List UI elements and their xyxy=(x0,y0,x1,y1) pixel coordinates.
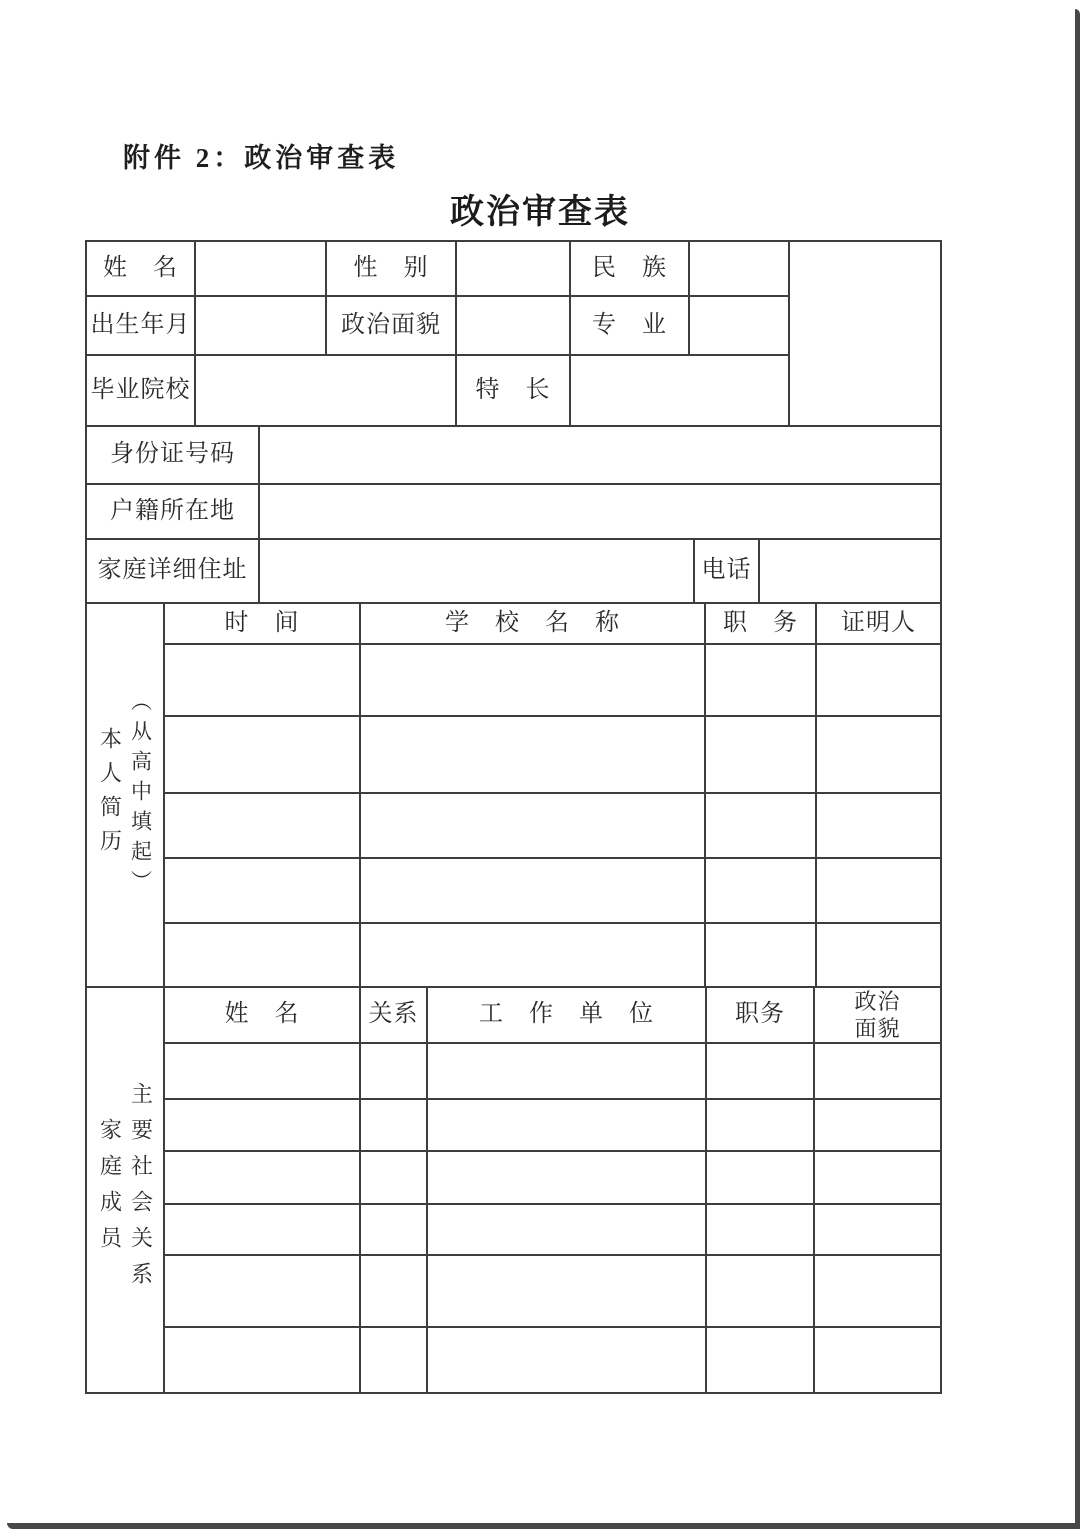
id-number-label-cell: 身份证号码 xyxy=(86,426,259,484)
family-row2-work-unit-cell xyxy=(427,1099,706,1151)
phone-label-cell: 电话 xyxy=(694,539,759,603)
scan-edge-right xyxy=(1075,9,1080,1525)
family-row2-name-cell xyxy=(164,1099,360,1151)
family-row2-political-cell xyxy=(814,1099,941,1151)
resume-row1-reference-cell xyxy=(816,644,941,716)
resume-row2-position-cell xyxy=(705,716,816,793)
family-row2-position-cell xyxy=(706,1099,814,1151)
resume-col-school: 学 校 名 称 xyxy=(360,603,705,644)
family-row1-relation-cell xyxy=(360,1043,427,1099)
family-row6-name-cell xyxy=(164,1327,360,1393)
family-row4-relation-cell xyxy=(360,1204,427,1255)
resume-row3-time-cell xyxy=(164,793,360,858)
resume-row3-reference-cell xyxy=(816,793,941,858)
political-status-label-cell: 政治面貌 xyxy=(326,296,456,355)
graduate-school-value-cell xyxy=(195,355,456,426)
resume-col-reference: 证明人 xyxy=(816,603,941,644)
resume-row2-school-cell xyxy=(360,716,705,793)
family-row6-political-cell xyxy=(814,1327,941,1393)
resume-row2-time-cell xyxy=(164,716,360,793)
family-col-relation: 关系 xyxy=(360,987,427,1043)
gender-value-cell xyxy=(456,241,570,296)
resume-row1-school-cell xyxy=(360,644,705,716)
scan-edge-bottom xyxy=(7,1523,1080,1529)
family-side-label-left: 家庭成员 xyxy=(97,1118,123,1262)
family-row2-relation-cell xyxy=(360,1099,427,1151)
home-address-value-cell xyxy=(259,539,694,603)
ethnicity-value-cell xyxy=(689,241,789,296)
family-side-label-cell xyxy=(86,987,164,1393)
family-row1-name-cell xyxy=(164,1043,360,1099)
family-row3-position-cell xyxy=(706,1151,814,1204)
basic-info-table xyxy=(85,240,942,427)
family-row1-position-cell xyxy=(706,1043,814,1099)
family-col-work-unit: 工 作 单 位 xyxy=(427,987,706,1043)
resume-row1-time-cell xyxy=(164,644,360,716)
resume-side-label: 本人简历 xyxy=(97,727,123,863)
family-row4-name-cell xyxy=(164,1204,360,1255)
resume-row5-time-cell xyxy=(164,923,360,987)
resume-row1-position-cell xyxy=(705,644,816,716)
home-address-label-cell: 家庭详细住址 xyxy=(86,539,259,603)
birth-date-label-cell: 出生年月 xyxy=(86,296,195,355)
resume-row3-school-cell xyxy=(360,793,705,858)
resume-row4-time-cell xyxy=(164,858,360,923)
family-row4-work-unit-cell xyxy=(427,1204,706,1255)
resume-row5-school-cell xyxy=(360,923,705,987)
family-row5-relation-cell xyxy=(360,1255,427,1327)
family-row3-name-cell xyxy=(164,1151,360,1204)
photo-area-cell xyxy=(789,241,941,426)
family-row3-political-cell xyxy=(814,1151,941,1204)
resume-row5-reference-cell xyxy=(816,923,941,987)
family-row5-work-unit-cell xyxy=(427,1255,706,1327)
resume-col-position: 职 务 xyxy=(705,603,816,644)
ethnicity-label-cell: 民 族 xyxy=(570,241,689,296)
family-col-political-status: 政治 面貌 xyxy=(814,987,941,1043)
family-row5-name-cell xyxy=(164,1255,360,1327)
resume-row2-reference-cell xyxy=(816,716,941,793)
family-row6-position-cell xyxy=(706,1327,814,1393)
resume-side-note: （从高中填起） xyxy=(128,690,153,900)
family-row6-relation-cell xyxy=(360,1327,427,1393)
family-row4-position-cell xyxy=(706,1204,814,1255)
family-row1-work-unit-cell xyxy=(427,1043,706,1099)
id-number-value-cell xyxy=(259,426,941,484)
family-row5-political-cell xyxy=(814,1255,941,1327)
family-row1-political-cell xyxy=(814,1043,941,1099)
resume-side-label-cell xyxy=(86,603,164,987)
specialty-label-cell: 特 长 xyxy=(456,355,570,426)
political-status-value-cell xyxy=(456,296,570,355)
resume-row4-position-cell xyxy=(705,858,816,923)
id-address-table xyxy=(85,425,942,604)
name-label-cell: 姓 名 xyxy=(86,241,195,296)
resume-col-time: 时 间 xyxy=(164,603,360,644)
political-review-form-table xyxy=(85,240,940,1394)
family-col-position: 职务 xyxy=(706,987,814,1043)
gender-label-cell: 性 别 xyxy=(326,241,456,296)
resume-row4-school-cell xyxy=(360,858,705,923)
family-row5-position-cell xyxy=(706,1255,814,1327)
graduate-school-label-cell: 毕业院校 xyxy=(86,355,195,426)
major-value-cell xyxy=(689,296,789,355)
attachment-heading: 附件 2：政治审查表 xyxy=(123,143,400,173)
specialty-value-cell xyxy=(570,355,789,426)
major-label-cell: 专 业 xyxy=(570,296,689,355)
family-table xyxy=(85,986,942,1394)
household-registration-value-cell xyxy=(259,484,941,539)
name-value-cell xyxy=(195,241,326,296)
resume-row3-position-cell xyxy=(705,793,816,858)
resume-table xyxy=(85,602,942,988)
family-row3-work-unit-cell xyxy=(427,1151,706,1204)
phone-value-cell xyxy=(759,539,941,603)
family-row3-relation-cell xyxy=(360,1151,427,1204)
family-col-name: 姓 名 xyxy=(164,987,360,1043)
resume-row4-reference-cell xyxy=(816,858,941,923)
family-side-label-right: 主要社会关系 xyxy=(128,1082,154,1298)
family-row6-work-unit-cell xyxy=(427,1327,706,1393)
birth-date-value-cell xyxy=(195,296,326,355)
form-title: 政治审查表 xyxy=(450,194,630,231)
household-registration-label-cell: 户籍所在地 xyxy=(86,484,259,539)
resume-row5-position-cell xyxy=(705,923,816,987)
family-row4-political-cell xyxy=(814,1204,941,1255)
